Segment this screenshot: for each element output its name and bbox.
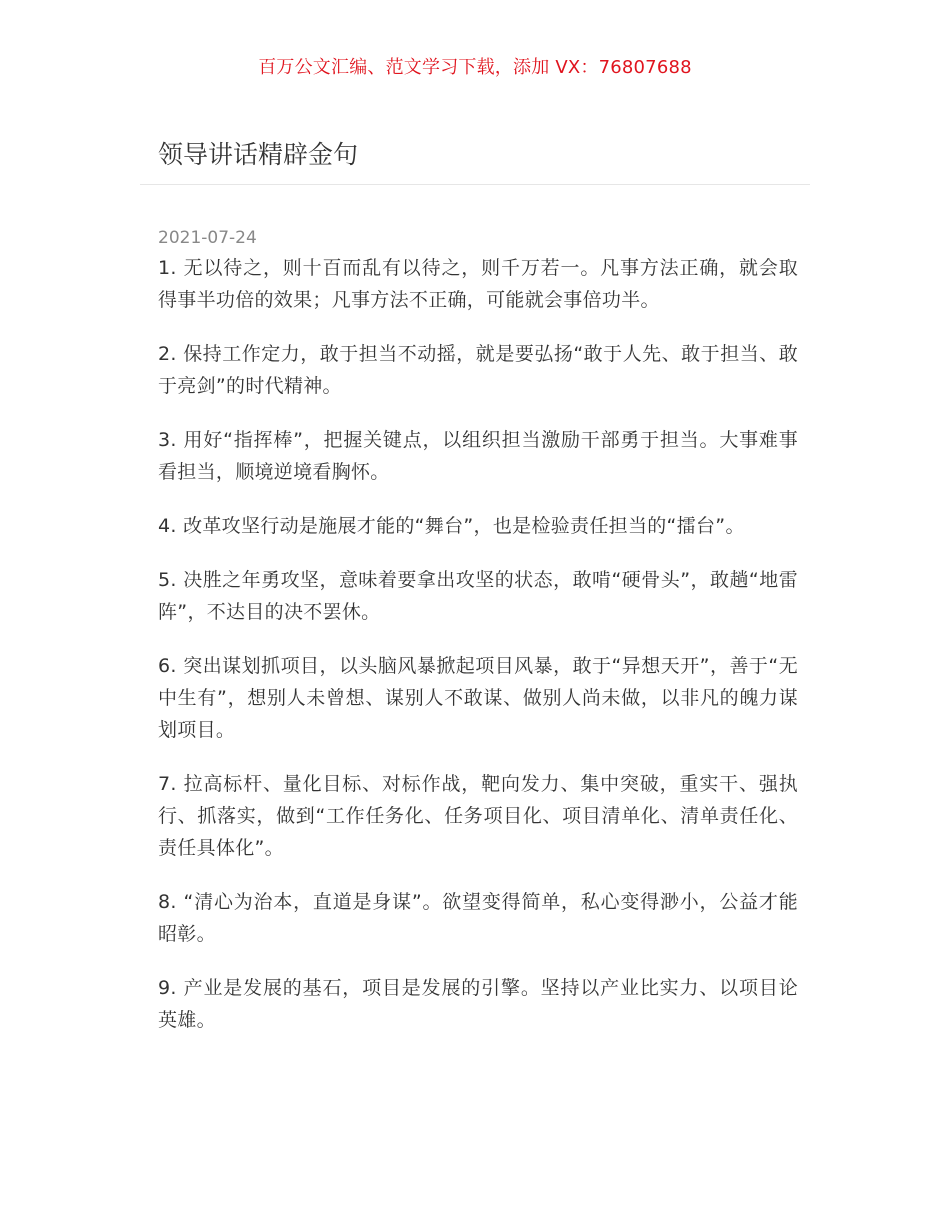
paragraph-3: 3. 用好“指挥棒”，把握关键点，以组织担当激励干部勇于担当。大事难事看担当，顺境逆境看胸怀。 [158,429,798,483]
paragraph-2: 2. 保持工作定力，敢于担当不动摇，就是要弘扬“敢于人先、敢于担当、敢于亮剑”的时代精神。 [158,343,798,397]
title-divider [140,184,810,185]
paragraph-1: 1. 无以待之，则十百而乱有以待之，则千万若一。凡事方法正确，就会取得事半功倍的效果；凡事方法不正确，可能就会事倍功半。 [158,257,798,311]
article-body [158,252,798,1058]
publish-date: 2021-07-24 [158,228,257,248]
paragraph-5: 5. 决胜之年勇攻坚，意味着要拿出攻坚的状态，敢啃“硬骨头”，敢趟“地雷阵”，不达目的决不罢休。 [158,569,798,623]
article-title: 领导讲话精辟金句 [158,140,359,169]
paragraph-7: 7. 拉高标杆、量化目标、对标作战，靶向发力、集中突破，重实干、强执行、抓落实，做到“工作任务化、任务项目化、项目清单化、清单责任化、责任具体化”。 [158,773,798,859]
promo-banner: 百万公文汇编、范文学习下载，添加 VX：76807688 [258,57,692,78]
paragraph-4: 4. 改革攻坚行动是施展才能的“舞台”，也是检验责任担当的“擂台”。 [158,515,745,537]
paragraph-6: 6. 突出谋划抓项目，以头脑风暴掀起项目风暴，敢于“异想天开”，善于“无中生有”，想别人未曾想、谋别人不敢谋、做别人尚未做，以非凡的魄力谋划项目。 [158,655,798,741]
paragraph-9: 9. 产业是发展的基石，项目是发展的引擎。坚持以产业比实力、以项目论英雄。 [158,977,798,1031]
paragraph-8: 8. “清心为治本，直道是身谋”。欲望变得简单，私心变得渺小，公益才能昭彰。 [158,891,798,945]
